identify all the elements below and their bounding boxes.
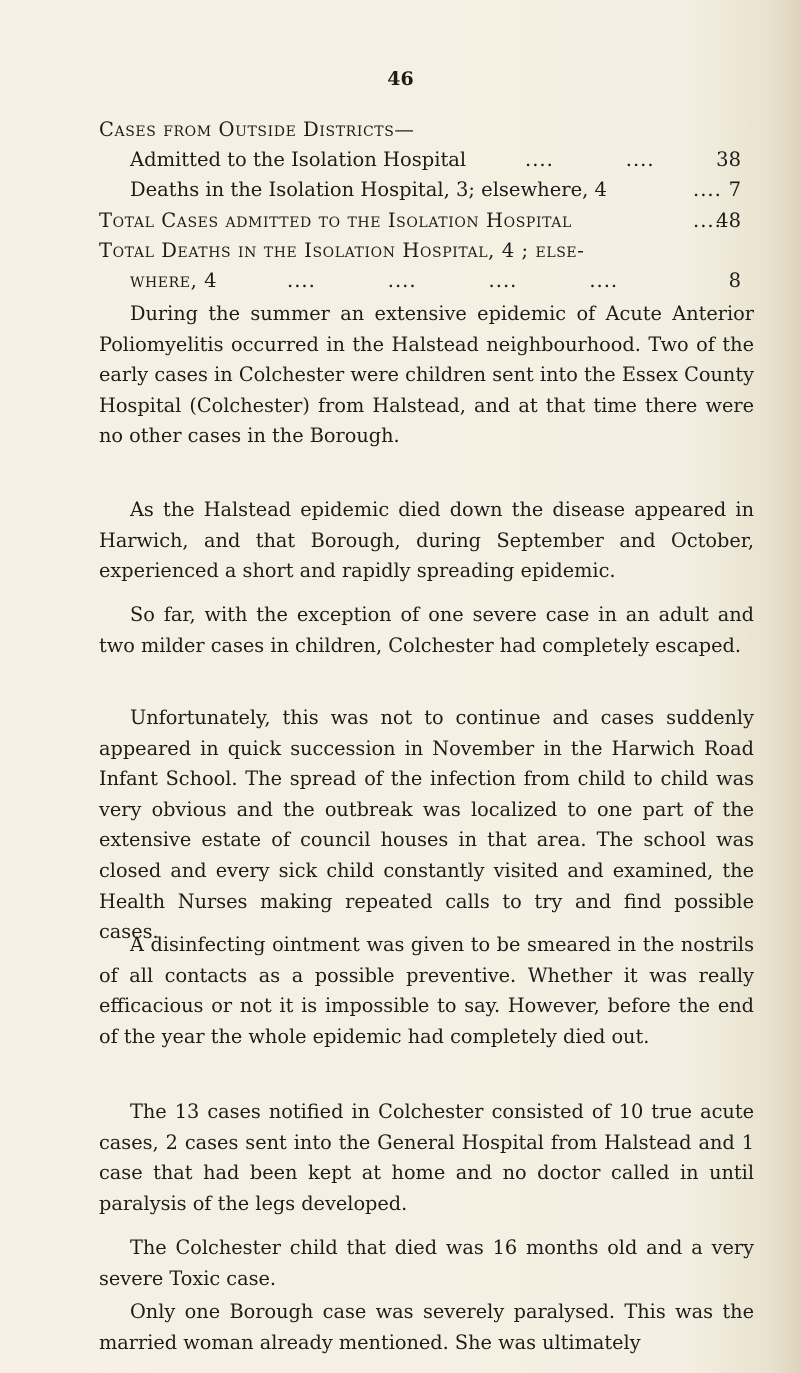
paragraph: Unfortunately, this was not to continue and cases suddenly appeared in quick succession in November in the Harwich Road Infant School. The spread of the infection from child to child was very obvious and the outbreak was localized to one part of the extensive estate of council houses in that area. The school was closed and every sick child constantly visited and examined, the Health Nurses making repeated calls to try and find possible cases.	[99, 706, 754, 944]
page-number: 46	[387, 68, 414, 90]
stat-value: 7	[728, 178, 741, 201]
paragraph: So far, with the exception of one severe case in an adult and two milder cases in children, Colchester had completely escaped.	[99, 603, 754, 657]
paragraph: As the Halstead epidemic died down the disease appeared in Harwich, and that Borough, during September and October, experienced a short and rapidly spreading epidemic.	[99, 498, 754, 583]
stat-label: where, 4	[130, 269, 218, 292]
leader-dots: .... .... .... ....	[287, 269, 619, 292]
stat-label: Deaths in the Isolation Hospital, 3; elsewhere, 4	[130, 178, 607, 201]
stat-row-total-deaths-cont	[130, 266, 741, 296]
paragraph: A disinfecting ointment was given to be smeared in the nostrils of all contacts as a possible preventive. Whether it was really efficacious or not it is impossible to say. However, before the end of the year the whole epidemic had completely died out.	[99, 933, 754, 1048]
paragraph: The 13 cases notified in Colchester consisted of 10 true acute cases, 2 cases sent into the General Hospital from Halstead and 1 case that had been kept at home and no doctor called in until paralysis of the legs developed.	[99, 1100, 754, 1215]
stat-row-deaths	[130, 175, 741, 205]
stat-label: Total Deaths in the Isolation Hospital, 4 ; else-	[99, 239, 585, 262]
paragraph: Only one Borough case was severely paralysed. This was the married woman already mentioned. She was ultimately	[99, 1300, 754, 1354]
paragraph: The Colchester child that died was 16 months old and a very severe Toxic case.	[99, 1236, 754, 1290]
stat-value: 48	[716, 209, 741, 232]
stat-label: Admitted to the Isolation Hospital	[130, 148, 467, 171]
stat-row-admitted	[130, 145, 741, 175]
stat-row-total-cases	[99, 206, 741, 236]
stat-row-total-deaths	[99, 236, 741, 266]
paragraph: During the summer an extensive epidemic of Acute Anterior Poliomyelitis occurred in the Halstead neighbourhood. Two of the early cases in Colchester were children sent into the Essex County Hospital (Colchester) from Halstead, and at that time there were no other cases in the Borough.	[99, 302, 754, 448]
leader-dots: ....	[693, 178, 722, 201]
leader-dots: .... ....	[525, 148, 655, 171]
stat-label: Total Cases admitted to the Isolation Hospital	[99, 209, 572, 232]
section-heading: Cases from Outside Districts—	[99, 118, 415, 141]
leader-dots: ....	[693, 209, 722, 232]
stat-value: 38	[716, 148, 741, 171]
stat-value: 8	[728, 269, 741, 292]
